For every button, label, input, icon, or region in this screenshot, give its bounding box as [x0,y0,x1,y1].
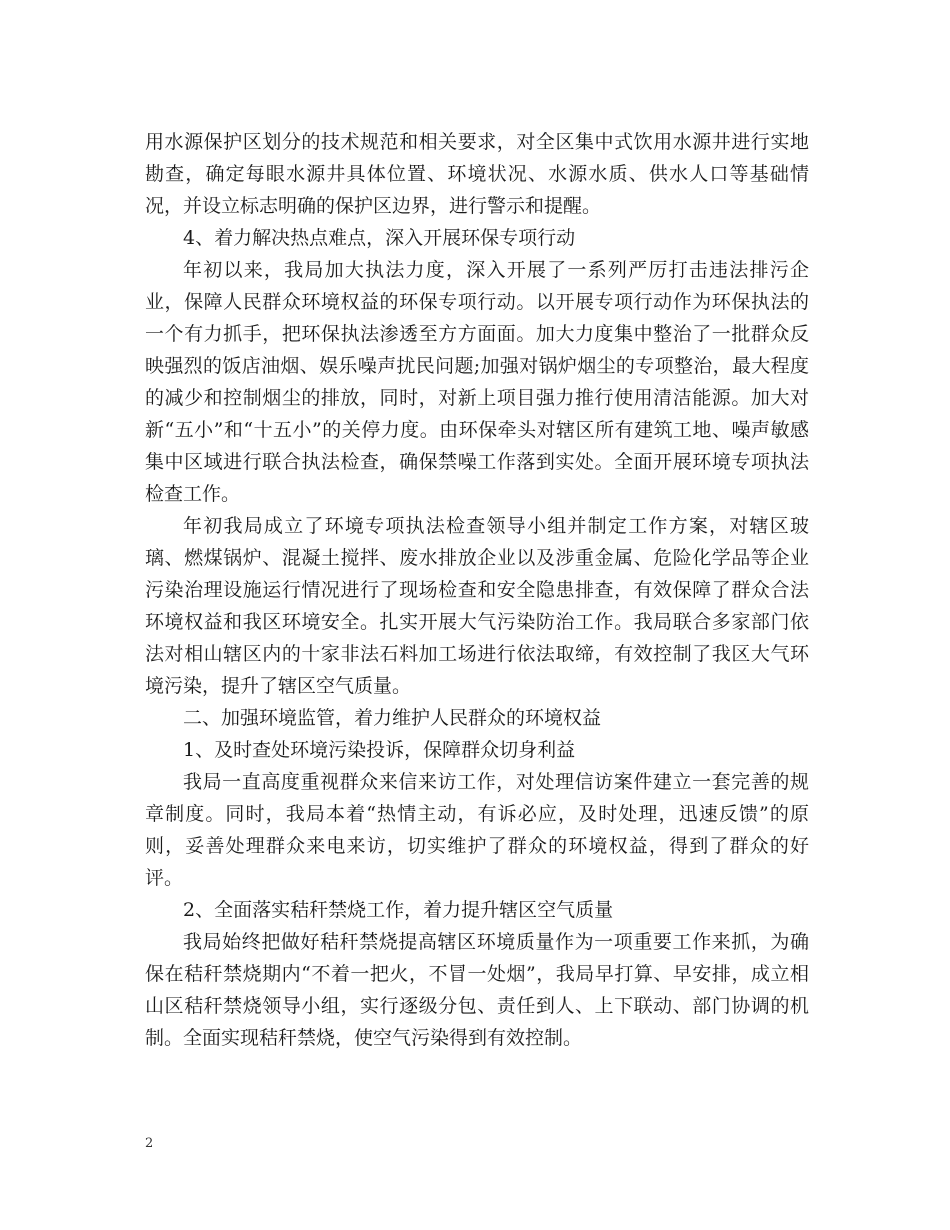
paragraph-continuation: 用水源保护区划分的技术规范和相关要求，对全区集中式饮用水源井进行实地勘查，确定每眼水源井具体位置、环境状况、水源水质、供水人口等基础情况，并设立标志明确的保护区边界，进行警示和提醒。 [145,131,809,217]
paragraph-complaints: 我局一直高度重视群众来信来访工作，对处理信访案件建立一套完善的规章制度。同时，我局本着“热情主动，有诉必应，及时处理，迅速反馈”的原则，妥善处理群众来电来访，切实维护了群众的环境权益，得到了群众的好评。 [145,771,809,889]
paragraph-inspection-group: 年初我局成立了环境专项执法检查领导小组并制定工作方案，对辖区玻璃、燃煤锅炉、混凝土搅拌、废水排放企业以及涉重金属、危险化学品等企业污染治理设施运行情况进行了现场检查和安全隐患排查，有效保障了群众合法环境权益和我区环境安全。扎实开展大气污染防治工作。我局联合多家部门依法对相山辖区内的十家非法石料加工场进行依法取缔，有效控制了我区大气环境污染，提升了辖区空气质量。 [145,515,809,697]
section-heading-4: 4、着力解决热点难点，深入开展环保专项行动 [183,227,576,249]
document-body [145,126,809,1054]
page-number: 2 [145,1136,154,1151]
section-heading-2: 二、加强环境监管，着力维护人民群众的环境权益 [183,707,602,729]
paragraph-straw-burning: 我局始终把做好秸秆禁烧提高辖区环境质量作为一项重要工作来抓，为确保在秸秆禁烧期内“不着一把火，不冒一处烟”，我局早打算、早安排，成立相山区秸秆禁烧领导小组，实行逐级分包、责任到人、上下联动、部门协调的机制。全面实现秸秆禁烧，使空气污染得到有效控制。 [145,931,809,1049]
section-heading-2-2: 2、全面落实秸秆禁烧工作，着力提升辖区空气质量 [183,899,614,921]
paragraph-special-actions: 年初以来，我局加大执法力度，深入开展了一系列严厉打击违法排污企业，保障人民群众环境权益的环保专项行动。以开展专项行动作为环保执法的一个有力抓手，把环保执法渗透至方方面面。加大力度集中整治了一批群众反映强烈的饭店油烟、娱乐噪声扰民问题;加强对锅炉烟尘的专项整治，最大程度的减少和控制烟尘的排放，同时，对新上项目强力推行使用清洁能源。加大对新“五小”和“十五小”的关停力度。由环保牵头对辖区所有建筑工地、噪声敏感集中区域进行联合执法检查，确保禁噪工作落到实处。全面开展环境专项执法检查工作。 [145,259,809,505]
section-heading-2-1: 1、及时查处环境污染投诉，保障群众切身利益 [183,739,576,761]
